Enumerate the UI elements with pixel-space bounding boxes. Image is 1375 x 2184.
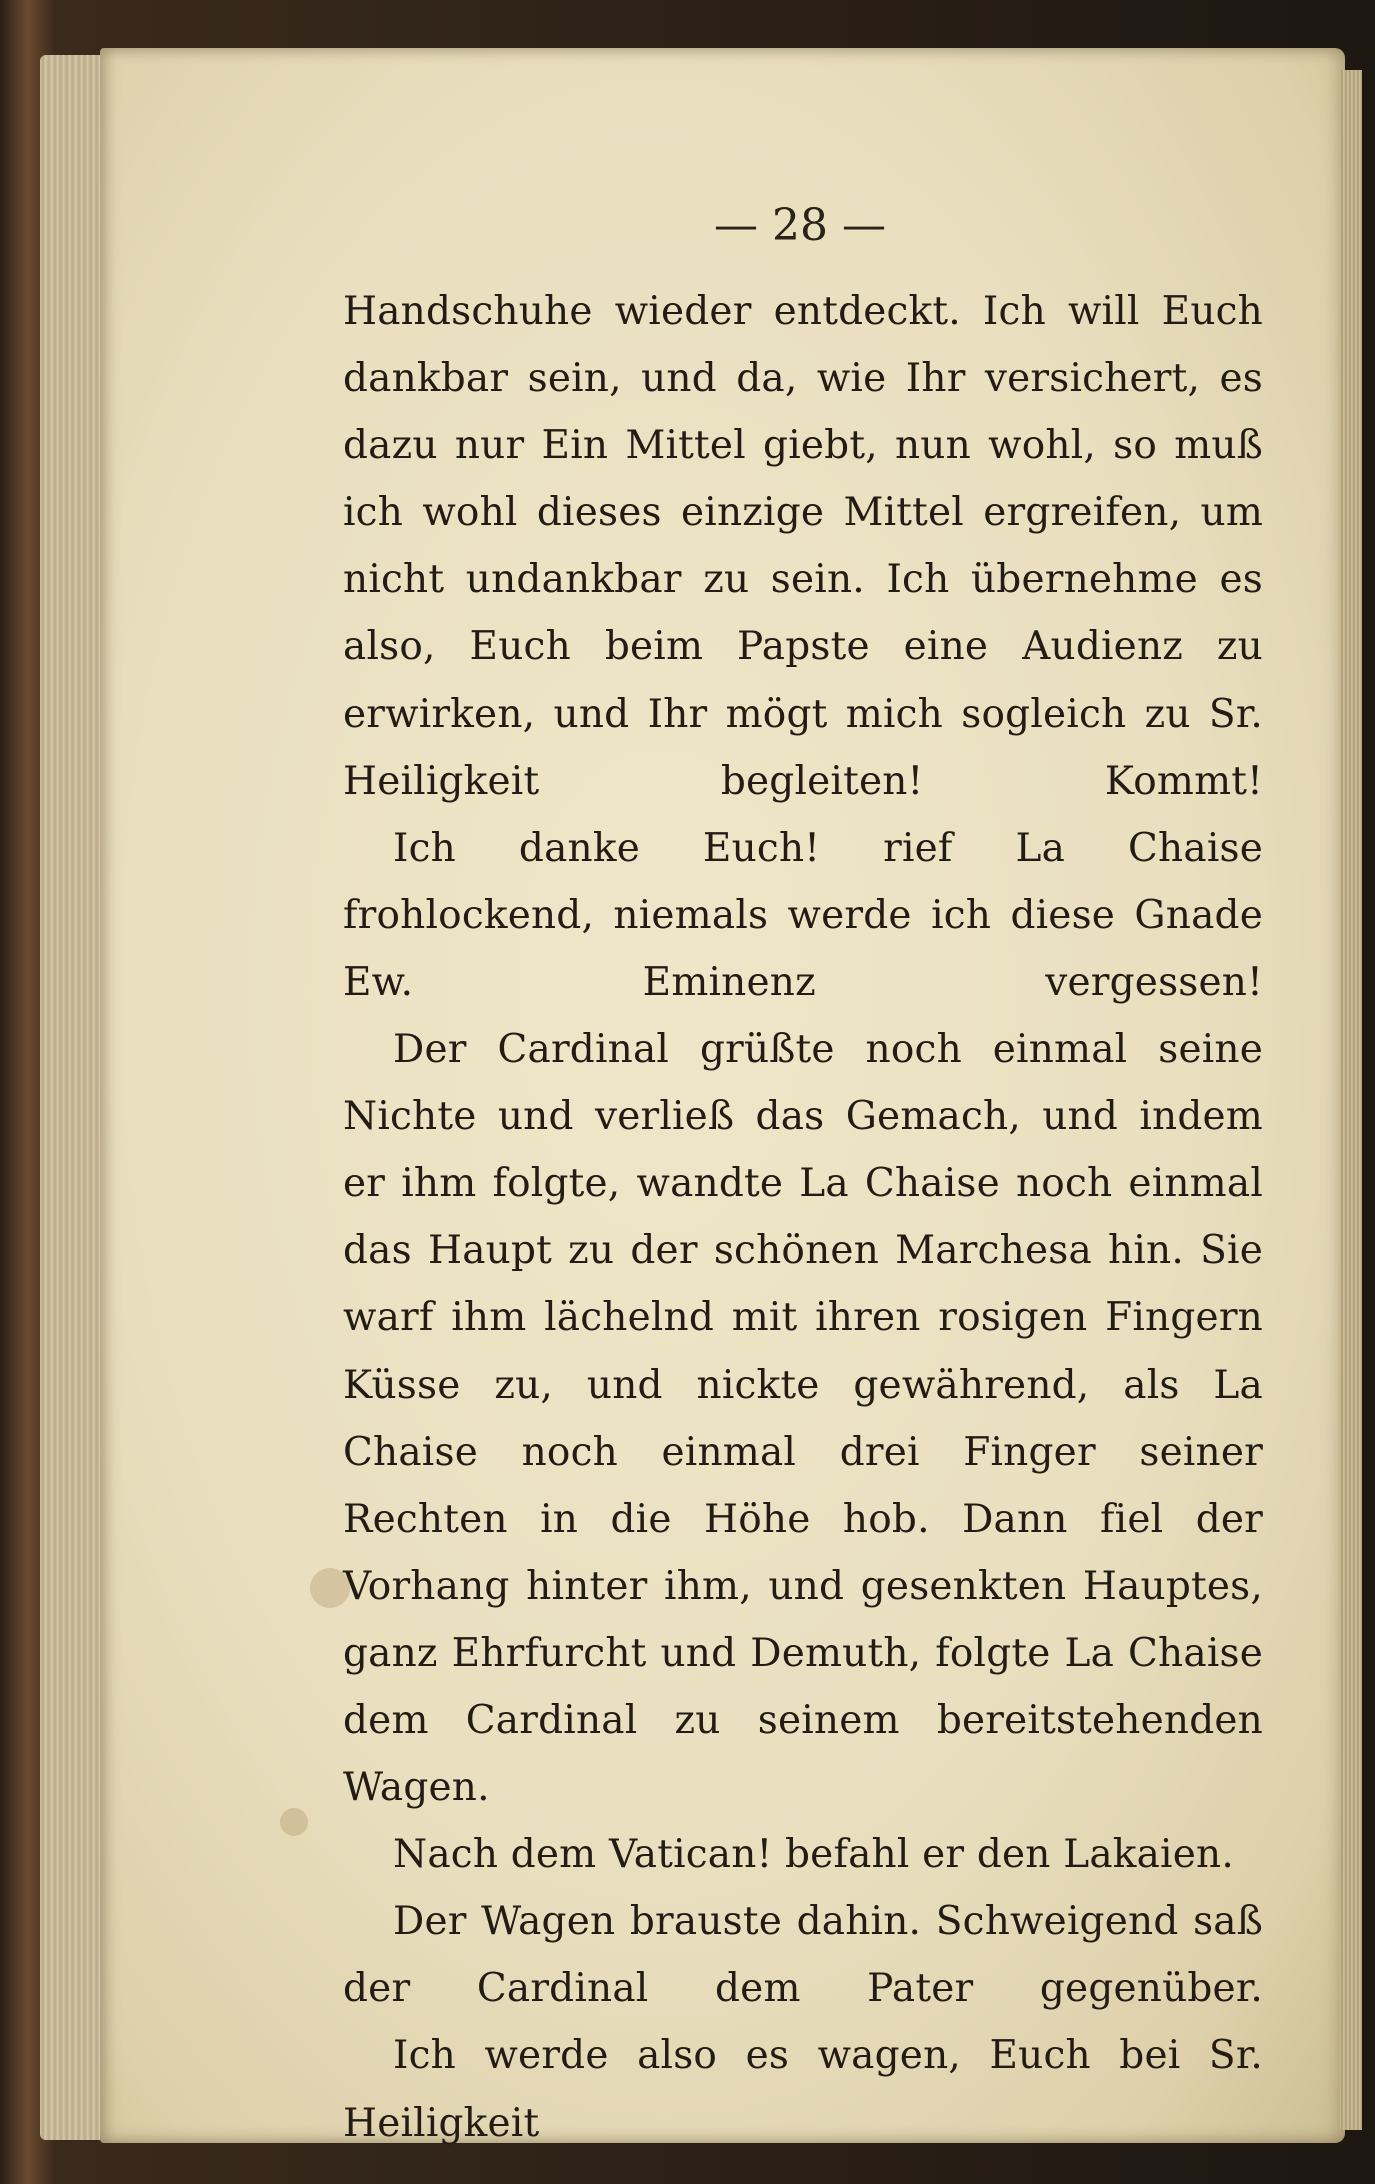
page-number: — 28 —	[714, 200, 886, 251]
paragraph: Ich danke Euch! rief La Chaise frohlockend, niemals werde ich diese Gnade Ew. Eminenz vergessen!	[343, 825, 1263, 1005]
body-text	[343, 278, 1263, 2157]
paragraph: Nach dem Vatican! befahl er den Lakaien.	[393, 1832, 1234, 1878]
page-stain	[280, 1808, 308, 1836]
paragraph: Ich werde also es wagen, Euch bei Sr. Heiligkeit	[343, 2033, 1263, 2146]
page-stack-right-edge	[1340, 70, 1362, 2130]
paragraph: Der Wagen brauste dahin. Schweigend saß der Cardinal dem Pater gegenüber.	[343, 1899, 1263, 2012]
paragraph: Handschuhe wieder entdeckt. Ich will Euch dankbar sein, und da, wie Ihr versichert, es dazu nur Ein Mittel giebt, nun wohl, so muß ich wohl dieses einzige Mittel ergreifen, um nicht undankbar zu sein. Ich übernehme es also, Euch beim Papste eine Audienz zu erwirken, und Ihr mögt mich sogleich zu Sr. Heiligkeit begleiten! Kommt!	[343, 289, 1263, 804]
paragraph: Der Cardinal grüßte noch einmal seine Nichte und verließ das Gemach, und indem er ihm folgte, wandte La Chaise noch einmal das Haupt zu der schönen Marchesa hin. Sie warf ihm lächelnd mit ihren rosigen Fingern Küsse zu, und nickte gewährend, als La Chaise noch einmal drei Finger seiner Rechten in die Höhe hob. Dann fiel der Vorhang hinter ihm, und gesenkten Hauptes, ganz Ehrfurcht und Demuth, folgte La Chaise dem Cardinal zu seinem bereitstehenden Wagen.	[343, 1027, 1263, 1811]
